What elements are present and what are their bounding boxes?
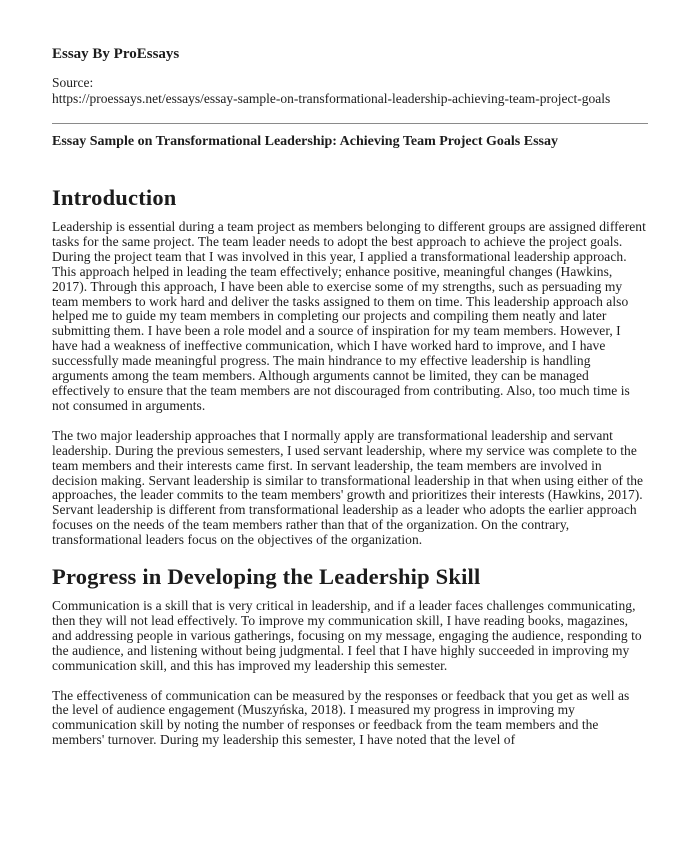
paragraph-intro-1: Leadership is essential during a team project as members belonging to different groups are assigned different tasks for the same project. The team leader needs to adopt the best approach to achieve the project goals. During the project team that I was involved in this year, I applied a transformational leadership approach. This approach helped in leading the team effectively; enhance positive, meaningful changes (Hawkins, 2017). Through this approach, I have been able to exercise some of my strengths, such as persuading my team members to work hard and deliver the tasks assigned to them on time. This leadership approach also helped me to guide my team members in completing our projects and compiling them neatly and later submitting them. I have been a role model and a source of inspiration for my team members. However, I have had a weakness of ineffective communication, which I have worked hard to improve, and I have successfully made meaningful progress. The main hindrance to my effective leadership is handling arguments among the team members. Although arguments cannot be limited, they can be managed effectively to ensure that the team members are not discouraged from contributing. Also, too much time is not consumed in arguments.: [52, 219, 646, 413]
byline: Essay By ProEssays: [52, 46, 180, 62]
section-heading-introduction: Introduction: [52, 185, 177, 210]
divider: [52, 123, 648, 124]
source-url: https://proessays.net/essays/essay-sample-on-transformational-leadership-achieving-team-project-goals: [52, 90, 611, 106]
source-label: Source:: [52, 75, 94, 90]
paragraph-intro-2: The two major leadership approaches that I normally apply are transformational leadership and servant leadership. During the previous semesters, I used servant leadership, where my service was complete to the team members and their interests came first. In servant leadership, the team members are involved in decision making. Servant leadership is similar to transformational leadership in that when using either of the approaches, the leader commits to the team members' growth and prioritizes their interests (Hawkins, 2017). Servant leadership is different from transformational leadership as a leader who adopts the earlier approach focuses on the needs of the team members rather than that of the organization. On the contrary, transformational leaders focus on the objectives of the organization.: [52, 427, 644, 548]
paragraph-progress-2: The effectiveness of communication can be measured by the responses or feedback that you get as well as the level of audience engagement (Muszyńska, 2018). I measured my progress in improving my communication skill by noting the number of responses or feedback from the team members and the members' turnover. During my leadership this semester, I have noted that the level of: [52, 687, 630, 748]
source-block: [52, 75, 648, 106]
document-title: Essay Sample on Transformational Leadership: Achieving Team Project Goals Essay: [52, 134, 558, 149]
paragraph-progress-1: Communication is a skill that is very critical in leadership, and if a leader faces challenges communicating, then they will not lead effectively. To improve my communication skill, I have reading books, magazines, and addressing people in various gatherings, focusing on my message, engaging the audience, responding to the audience, and listening without being judgmental. I feel that I have highly succeeded in improving my communication skill, and this has improved my leadership this semester.: [52, 598, 642, 673]
section-heading-progress: Progress in Developing the Leadership Skill: [52, 564, 481, 590]
